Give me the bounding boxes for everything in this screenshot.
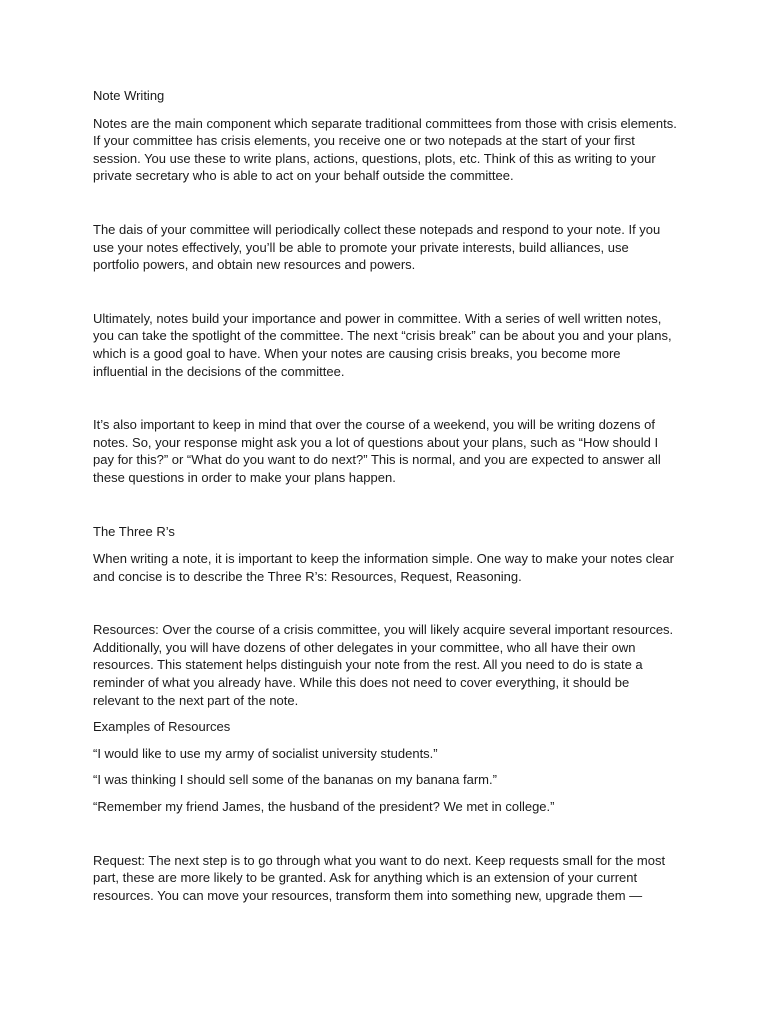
paragraph: The dais of your committee will periodically collect these notepads and respond to your note. If you use your notes effectively, you’ll be able to promote your private interests, build alliances, use portfolio powers, and obtain new resources and powers.: [93, 221, 661, 273]
paragraph: Ultimately, notes build your importance and power in committee. With a series of well written notes, you can take the spotlight of the committee. The next “crisis break” can be about you and your plans, which is a good goal to have. When your notes are causing crisis breaks, you become more influential in the decisions of the committee.: [93, 310, 672, 379]
section-heading: Examples of Resources: [93, 719, 231, 735]
paragraph: Request: The next step is to go through what you want to do next. Keep requests small for the most part, these are more likely to be granted. Ask for anything which is an extension of your current resources. You can move your resources, transform them into something new, upgrade them —: [93, 852, 666, 903]
section-heading: The Three R’s: [93, 523, 175, 539]
paragraph: Notes are the main component which separate traditional committees from those with crisis elements. If your committee has crisis elements, you receive one or two notepads at the start of your first session. You use these to write plans, actions, questions, plots, etc. Think of this as writing to your private secretary who is able to act on your behalf outside the committee.: [93, 115, 677, 184]
document-page: [93, 87, 678, 904]
example-quote: “Remember my friend James, the husband of the president? We met in college.”: [93, 799, 555, 815]
paragraph: It’s also important to keep in mind that over the course of a weekend, you will be writing dozens of notes. So, your response might ask you a lot of questions about your plans, such as “How should I pay for this?” or “What do you want to do next?” This is normal, and you are expected to answer all these questions in order to make your plans happen.: [93, 417, 661, 485]
section-heading: Note Writing: [93, 88, 165, 103]
paragraph: Resources: Over the course of a crisis committee, you will likely acquire several important resources. Additionally, you will have dozens of other delegates in your committee, who all have their own resources. This statement helps distinguish your note from the rest. All you need to do is state a reminder of what you already have. While this does not need to cover everything, it should be relevant to the next part of the note.: [93, 622, 674, 708]
paragraph: When writing a note, it is important to keep the information simple. One way to make your notes clear and concise is to describe the Three R’s: Resources, Request, Reasoning.: [93, 551, 674, 584]
example-quote: “I would like to use my army of socialist university students.”: [93, 745, 438, 761]
example-quote: “I was thinking I should sell some of the bananas on my banana farm.”: [93, 772, 497, 788]
